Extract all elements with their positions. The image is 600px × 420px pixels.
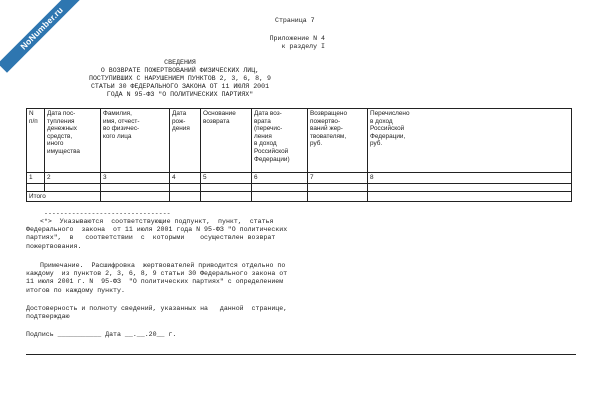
col-header-number: N п/п (27, 109, 45, 173)
appendix-section: к разделу I (281, 43, 325, 50)
footnote-line: <*> Указываются соответствующие подпункт, пункт, статья (40, 218, 274, 225)
col-number: 3 (101, 173, 170, 184)
site-watermark: NoNumber.ru (0, 0, 86, 73)
note-line: каждому из пунктов 2, 3, 6, 8, 9 статьи 30 Федерального закона от (26, 270, 288, 277)
certify-line: подтверждаю (26, 313, 70, 320)
footnote-line: пожертвования. (26, 243, 82, 250)
col-number: 2 (45, 173, 101, 184)
col-number: 4 (170, 173, 201, 184)
refunds-table (26, 108, 572, 202)
doc-title-line: СТАТЬИ 30 ФЕДЕРАЛЬНОГО ЗАКОНА ОТ 11 ИЮЛЯ 2001 (90, 83, 270, 90)
doc-title-line: ПОСТУПИВШИХ С НАРУШЕНИЕМ ПУНКТОВ 2, 3, 6, 8, 9 (88, 75, 272, 82)
col-number: 5 (201, 173, 252, 184)
footnote-separator: -------------------------------- (44, 210, 171, 217)
col-header-return-reason: Основание возврата (201, 109, 252, 173)
table-number-row (27, 173, 572, 184)
bottom-divider (26, 354, 576, 355)
col-number: 1 (27, 173, 45, 184)
total-label: Итого (27, 191, 101, 202)
note-line: итогов по каждому пункту. (26, 287, 125, 294)
signature-line: Подпись ___________ Дата __.__.20__ г. (26, 331, 177, 338)
col-header-return-date: Дата воз- врата (перечис- ления в доход Российской Федерации) (252, 109, 308, 173)
col-header-transferred-amount: Перечислено в доход Российской Федерации, руб. (368, 109, 572, 173)
page-number: Страница 7 (275, 17, 315, 24)
col-header-returned-amount: Возвращено пожертво- ваний жер- твователям, руб. (308, 109, 368, 173)
appendix-number: Приложение N 4 (269, 35, 325, 42)
col-header-birth-date: Дата рож- дения (170, 109, 201, 173)
footnote-line: Федерального закона от 11 июля 2001 года N 95-ФЗ "О политических (26, 226, 288, 233)
doc-title-heading: СВЕДЕНИЯ (164, 59, 196, 66)
note-line: Примечание. Расшифровка жертвователей приводится отдельно по (40, 262, 286, 269)
col-number: 8 (368, 173, 572, 184)
table-header-row (27, 109, 572, 173)
col-header-donor-name: Фамилия, имя, отчест- во физичес- кого лица (101, 109, 170, 173)
certify-line: Достоверность и полноту сведений, указанных на данной странице, (26, 305, 288, 312)
doc-title-line: О ВОЗВРАТЕ ПОЖЕРТВОВАНИЙ ФИЗИЧЕСКИХ ЛИЦ, (100, 67, 260, 74)
table-total-row (27, 191, 572, 202)
col-number: 7 (308, 173, 368, 184)
col-number: 6 (252, 173, 308, 184)
doc-title-line: ГОДА N 95-ФЗ "О ПОЛИТИЧЕСКИХ ПАРТИЯХ" (106, 91, 254, 98)
note-line: 11 июля 2001 г. N 95-ФЗ "О политических партиях" с определением (26, 278, 284, 285)
col-header-receipt-date: Дата пос- тупления денежных средств, иного имущества (45, 109, 101, 173)
table-empty-row (27, 183, 572, 191)
footnote-line: партиях", в соответствии с которыми осуществлен возврат (26, 234, 276, 241)
